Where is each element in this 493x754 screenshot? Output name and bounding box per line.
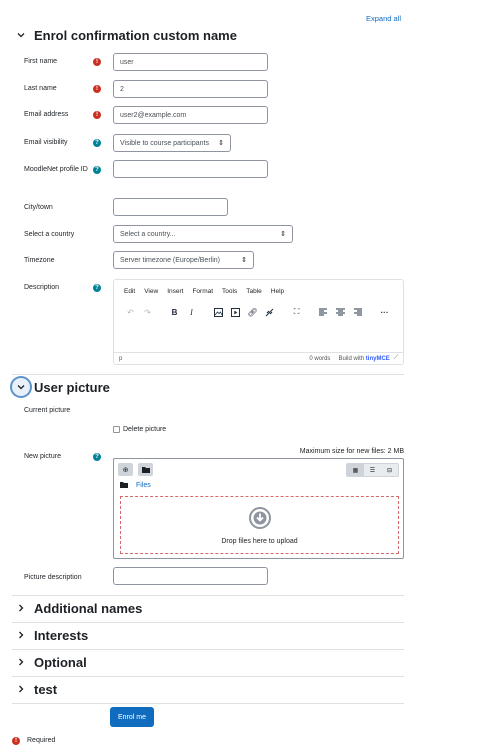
chevron-right-icon[interactable] <box>12 599 30 617</box>
email-label: Email address <box>24 111 69 118</box>
section-title: Enrol confirmation custom name <box>34 27 237 43</box>
delete-picture-label[interactable]: Delete picture <box>123 426 167 433</box>
drop-text: Drop files here to upload <box>221 537 298 545</box>
help-icon[interactable]: ? <box>93 139 101 147</box>
word-count[interactable]: 0 words <box>309 355 331 362</box>
editor-menubar <box>124 288 284 295</box>
city-input[interactable] <box>113 198 228 216</box>
element-path[interactable]: p <box>119 355 123 362</box>
timezone-select[interactable] <box>113 251 254 269</box>
select-arrows-icon: ⇕ <box>218 140 224 147</box>
section-header-enrol[interactable] <box>12 26 237 44</box>
country-select[interactable] <box>113 225 293 243</box>
expand-all-link[interactable]: Expand all <box>366 14 402 23</box>
undo-icon[interactable]: ↶ <box>127 307 134 317</box>
align-center-icon[interactable] <box>334 306 347 318</box>
folder-icon <box>120 481 128 490</box>
media-icon[interactable] <box>229 306 242 318</box>
link-icon[interactable]: 🔗︎ <box>247 307 258 317</box>
required-icon: ! <box>93 58 101 66</box>
country-value: Select a country... <box>120 230 176 238</box>
description-editor[interactable] <box>113 279 404 365</box>
moodlenet-input[interactable] <box>113 160 268 178</box>
email-visibility-label: Email visibility <box>24 139 68 146</box>
required-icon: ! <box>12 737 20 745</box>
moodlenet-label: MoodleNet profile ID <box>24 166 88 173</box>
section-title: Additional names <box>34 600 143 616</box>
drop-zone[interactable] <box>120 496 399 554</box>
section-divider <box>12 676 404 677</box>
section-header-picture[interactable] <box>12 378 110 396</box>
required-icon: ! <box>93 111 101 119</box>
section-header-interests[interactable] <box>12 626 88 644</box>
built-with-text: Build with <box>338 355 365 362</box>
file-path <box>120 481 151 490</box>
chevron-down-icon[interactable] <box>12 378 30 396</box>
editor-toolbar <box>124 306 395 318</box>
delete-picture-checkbox[interactable] <box>113 426 120 433</box>
help-icon[interactable]: ? <box>93 284 101 292</box>
download-icon <box>248 506 272 532</box>
menu-edit[interactable]: Edit <box>124 288 136 295</box>
first-name-label: First name <box>24 58 58 65</box>
last-name-label: Last name <box>24 85 57 92</box>
bold-icon[interactable]: B <box>171 307 178 317</box>
required-icon: ! <box>93 85 101 93</box>
menu-table[interactable]: Table <box>246 288 262 295</box>
last-name-input[interactable]: 2 <box>113 80 268 98</box>
select-arrows-icon: ⇕ <box>241 257 247 264</box>
section-title: test <box>34 681 58 697</box>
picture-description-input[interactable] <box>113 567 268 585</box>
picture-description-label: Picture description <box>24 574 82 581</box>
country-label: Select a country <box>24 231 75 238</box>
menu-help[interactable]: Help <box>270 288 285 295</box>
view-icons-button[interactable]: ▦ <box>347 464 364 476</box>
menu-insert[interactable]: Insert <box>167 288 184 295</box>
menu-view[interactable]: View <box>144 288 159 295</box>
section-divider <box>12 374 404 375</box>
section-divider <box>12 622 404 623</box>
city-label: City/town <box>24 204 53 211</box>
chevron-right-icon[interactable] <box>12 653 30 671</box>
section-title: Interests <box>34 627 89 643</box>
align-left-icon[interactable] <box>317 306 330 318</box>
view-switcher <box>346 463 399 477</box>
view-tree-button[interactable]: ⊟ <box>381 464 398 476</box>
section-header-additional-names[interactable] <box>12 599 142 617</box>
enrol-me-button[interactable]: Enrol me <box>110 707 154 727</box>
help-icon[interactable]: ? <box>93 166 101 174</box>
description-label: Description <box>24 284 60 291</box>
chevron-down-icon[interactable] <box>12 26 30 44</box>
section-divider <box>12 703 404 704</box>
help-icon[interactable]: ? <box>93 453 101 461</box>
more-icon[interactable]: ··· <box>380 307 389 317</box>
max-size-text: Maximum size for new files: 2 MB <box>299 448 404 455</box>
section-title: User picture <box>34 379 110 395</box>
view-list-button[interactable]: ☰ <box>364 464 381 476</box>
section-divider <box>12 595 404 596</box>
editor-content-area[interactable] <box>114 326 403 352</box>
file-manager <box>113 458 404 559</box>
select-arrows-icon: ⇕ <box>280 231 286 238</box>
section-title: Optional <box>34 654 87 670</box>
files-breadcrumb[interactable]: Files <box>136 482 151 489</box>
fullscreen-icon[interactable]: ⛶ <box>293 307 300 316</box>
editor-statusbar <box>114 352 403 364</box>
email-visibility-select[interactable] <box>113 134 231 152</box>
timezone-label: Timezone <box>24 257 55 264</box>
redo-icon[interactable]: ↷ <box>144 307 151 317</box>
menu-format[interactable]: Format <box>192 288 214 295</box>
tinymce-logo[interactable]: tinyMCE <box>365 355 390 362</box>
required-legend: Required <box>27 737 56 744</box>
menu-tools[interactable]: Tools <box>222 288 238 295</box>
current-picture-label: Current picture <box>24 407 71 414</box>
align-right-icon[interactable] <box>351 306 364 318</box>
add-file-button[interactable]: ⊕ <box>118 463 133 476</box>
image-icon[interactable] <box>212 306 225 318</box>
create-folder-button[interactable] <box>138 463 153 476</box>
section-divider <box>12 649 404 650</box>
section-header-optional[interactable] <box>12 653 87 671</box>
chevron-right-icon[interactable] <box>12 626 30 644</box>
section-header-test[interactable] <box>12 680 57 698</box>
first-name-input[interactable]: user <box>113 53 268 71</box>
email-visibility-value: Visible to course participants <box>120 139 209 147</box>
chevron-right-icon[interactable] <box>12 680 30 698</box>
new-picture-label: New picture <box>24 453 61 460</box>
unlink-icon[interactable] <box>263 306 276 318</box>
italic-icon[interactable]: I <box>190 307 193 317</box>
timezone-value: Server timezone (Europe/Berlin) <box>120 256 220 264</box>
email-input[interactable]: user2@example.com <box>113 106 268 124</box>
resize-handle-icon[interactable]: ⟋ <box>393 355 398 361</box>
